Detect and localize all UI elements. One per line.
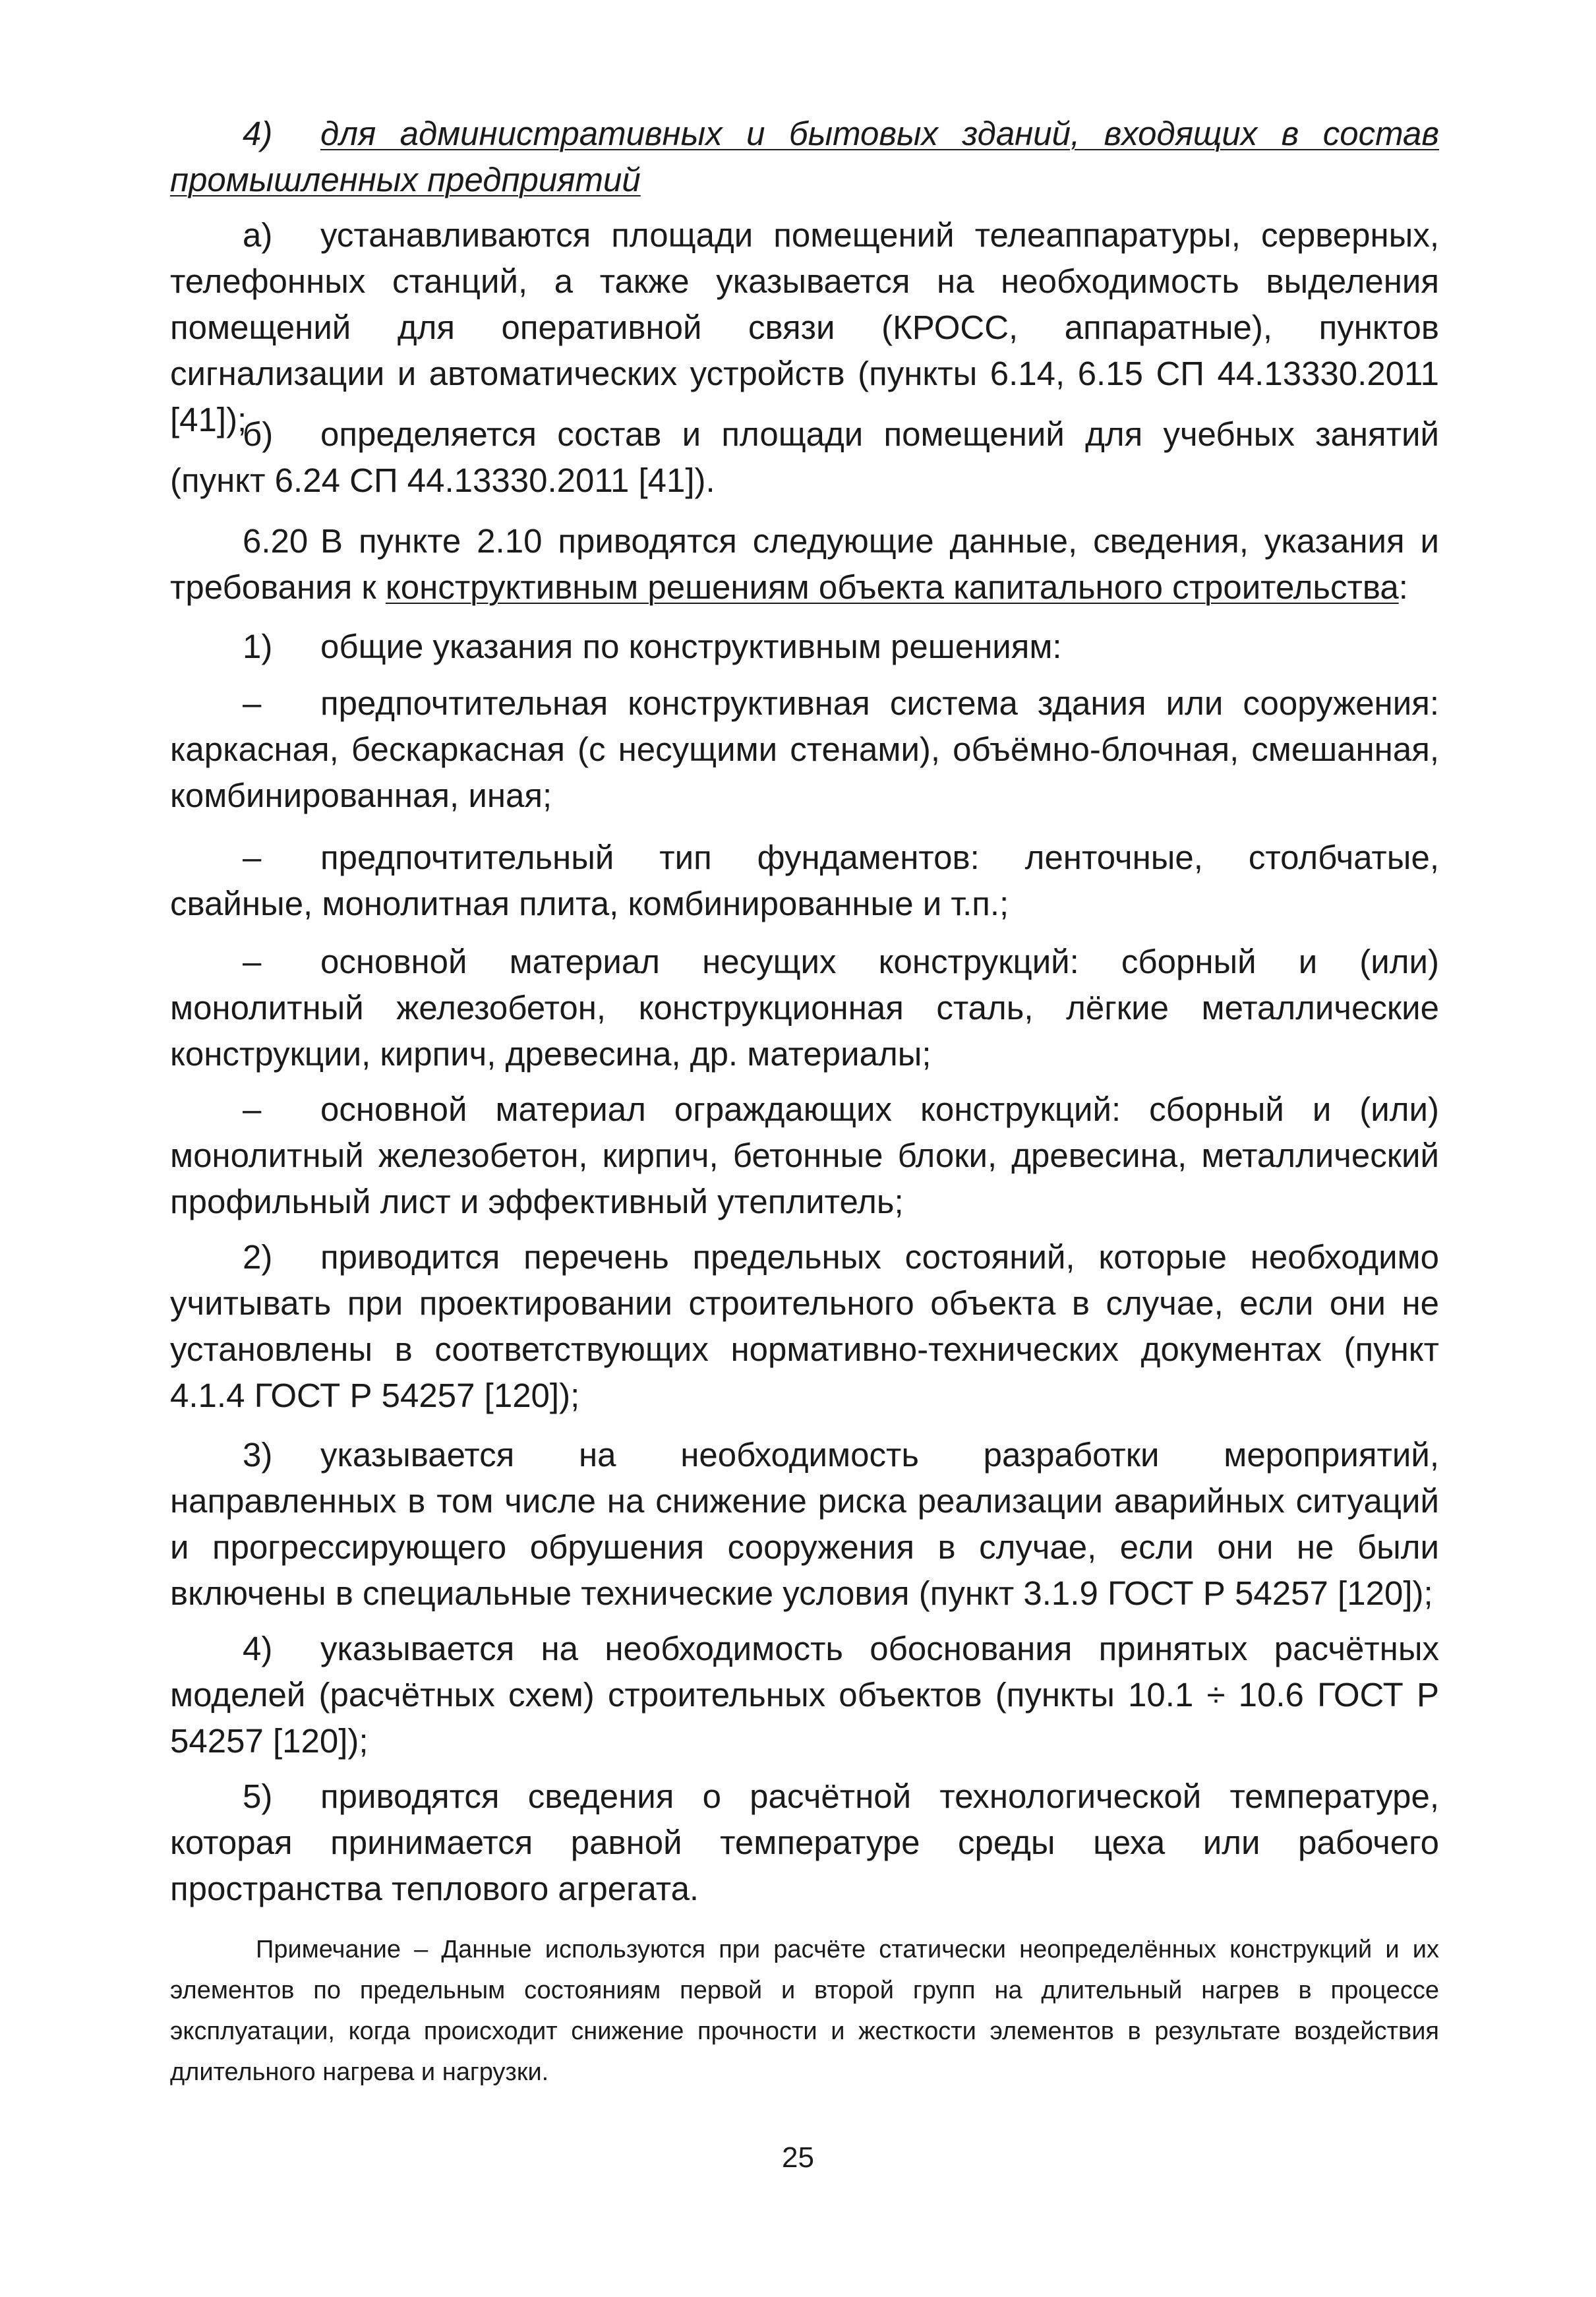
dash-marker: – <box>243 1090 262 1128</box>
item-1 <box>170 624 1439 670</box>
dash-marker: – <box>243 839 262 876</box>
item-3 <box>170 1432 1439 1617</box>
dash-item-structural-system <box>170 680 1439 819</box>
item-text: указывается на необходимость разработки мероприятий, направленных в том числе на снижение риска реализации аварийных ситуаций и прогрессирующего обрушения сооружения в случае, если они не были включены в специальные технические условия (пункт 3.1.9 ГОСТ Р 54257 [120]); <box>170 1436 1439 1612</box>
dash-marker: – <box>243 943 262 980</box>
item-marker: 5) <box>243 1777 273 1815</box>
dash-item-enclosing <box>170 1087 1439 1225</box>
dash-marker: – <box>243 684 262 722</box>
section-text-end: : <box>1398 568 1408 606</box>
section-text: В пункте 2.10 приводятся следующие данные, сведения, указания и требования к <box>170 522 1439 606</box>
heading-item-4 <box>170 111 1439 203</box>
item-2 <box>170 1234 1439 1419</box>
item-marker: 1) <box>243 628 273 665</box>
item-text: предпочтительная конструктивная система здания или сооружения: каркасная, бескаркасная (с несущими стенами), объёмно-блочная, смешанная, комбинированная, иная; <box>170 684 1439 814</box>
item-marker: 2) <box>243 1238 273 1276</box>
item-5 <box>170 1774 1439 1912</box>
item-text: устанавливаются площади помещений телеаппаратуры, серверных, телефонных станций, а также указывается на необходимость выделения помещений для оперативной связи (КРОСС, аппаратные), пунктов сигнализации и автоматических устройств (пункты 6.14, 6.15 СП 44.13330.2011 [41]); <box>170 216 1439 438</box>
section-number: 6.20 <box>243 522 309 560</box>
item-text: приводится перечень предельных состояний, которые необходимо учитывать при проектировании строительного объекта в случае, если они не установлены в соответствующих нормативно-технических документах (пункт 4.1.4 ГОСТ Р 54257 [120]); <box>170 1238 1439 1414</box>
item-text: предпочтительный тип фундаментов: ленточные, столбчатые, свайные, монолитная плита, комбинированные и т.п.; <box>170 839 1439 922</box>
item-text: определяется состав и площади помещений для учебных занятий (пункт 6.24 СП 44.13330.2011 [41]). <box>170 415 1439 499</box>
item-marker: б) <box>243 415 274 453</box>
note: Примечание – Данные используются при расчёте статически неопределённых конструкций и их элементов по предельным состояниям первой и второй групп на длительный нагрев в процессе эксплуатации, когда происходит снижение прочности и жесткости элементов в результате воздействия длительного нагрева и нагрузки. <box>170 1936 1439 2086</box>
item-text: приводятся сведения о расчётной технологической температуре, которая принимается равной температуре среды цеха или рабочего пространства теплового агрегата. <box>170 1777 1439 1907</box>
item-4 <box>170 1626 1439 1764</box>
item-text: указывается на необходимость обоснования принятых расчётных моделей (расчётных схем) строительных объектов (пункты 10.1 ÷ 10.6 ГОСТ Р 54257 [120]); <box>170 1630 1439 1760</box>
item-b <box>170 411 1439 504</box>
item-text: основной материал ограждающих конструкций: сборный и (или) монолитный железобетон, кирпич, бетонные блоки, древесина, металлический профильный лист и эффективный утеплитель; <box>170 1090 1439 1220</box>
page-number: 25 <box>782 2141 814 2174</box>
item-marker: а) <box>243 216 273 254</box>
section-underlined-text: конструктивным решениям объекта капитального строительства <box>385 568 1399 606</box>
dash-item-load-bearing <box>170 939 1439 1077</box>
item-marker: 4) <box>243 115 273 152</box>
dash-item-foundations <box>170 835 1439 927</box>
item-text: общие указания по конструктивным решениям: <box>320 628 1062 665</box>
section-6-20 <box>170 518 1439 611</box>
item-marker: 4) <box>243 1630 273 1667</box>
item-text: для административных и бытовых зданий, входящих в состав промышленных предприятий <box>170 115 1439 198</box>
item-marker: 3) <box>243 1436 273 1474</box>
item-text: основной материал несущих конструкций: сборный и (или) монолитный железобетон, конструкционная сталь, лёгкие металлические конструкции, кирпич, древесина, др. материалы; <box>170 943 1439 1073</box>
item-a <box>170 212 1439 443</box>
